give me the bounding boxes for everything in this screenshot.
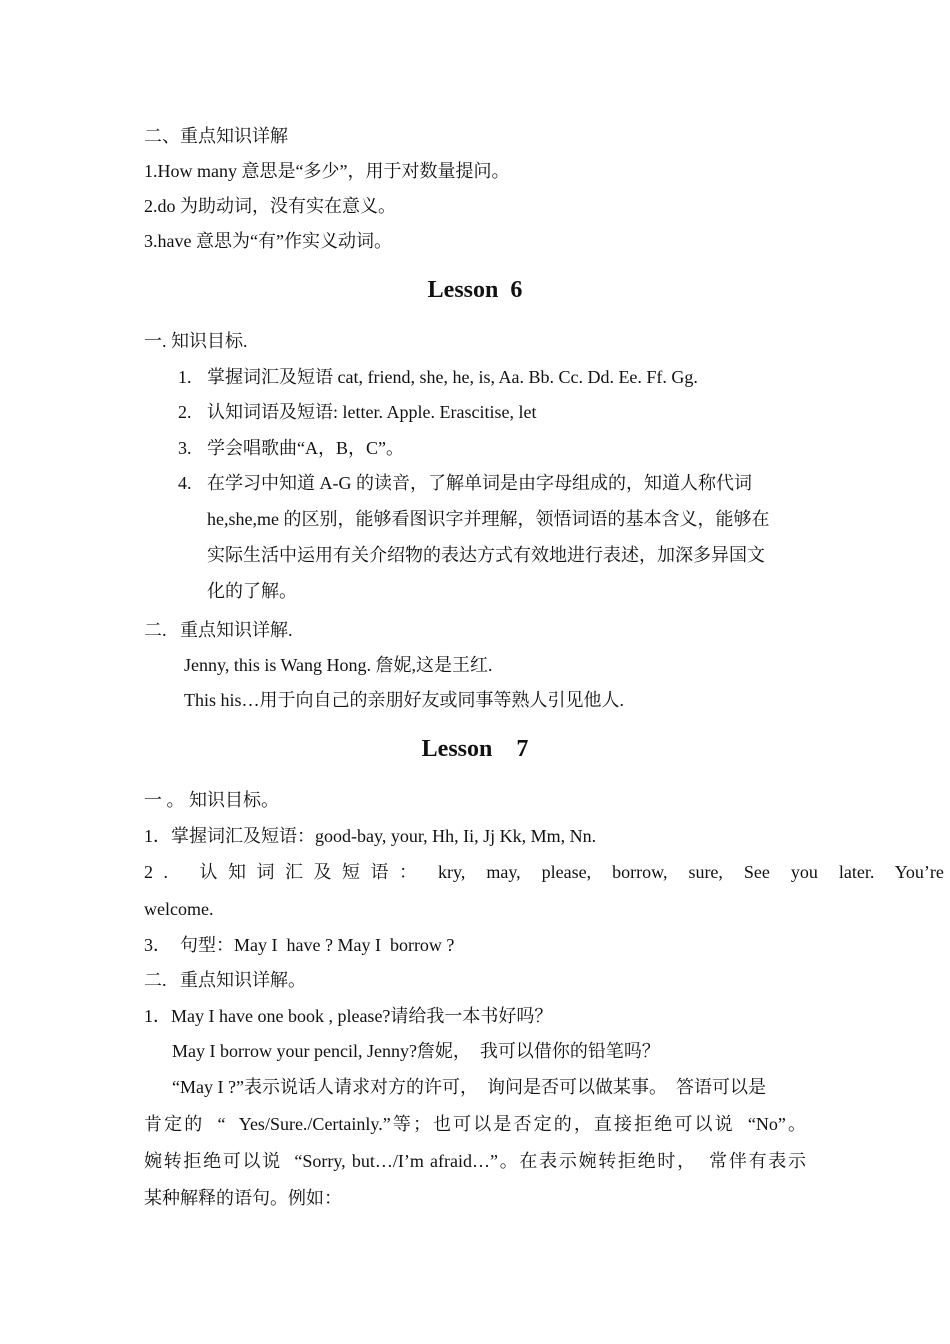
knowledge-point: Jenny, this is Wang Hong. 詹妮,这是王红. xyxy=(184,655,493,675)
goal-number: 2. xyxy=(178,402,192,422)
goal-text: 掌握词汇及短语 cat, friend, she, he, is, Aa. Bb. Cc. Dd. Ee. Ff. Gg. xyxy=(207,367,698,387)
knowledge-point: 1.How many 意思是“多少”，用于对数量提问。 xyxy=(144,161,510,181)
goal-number: 4. xyxy=(178,473,192,493)
goals-heading: 一 。 知识目标。 xyxy=(144,790,279,810)
goal-text: 学会唱歌曲“A，B，C”。 xyxy=(207,438,404,458)
goal-item: 3． 句型：May I have ? May I borrow ? xyxy=(144,935,455,955)
goal-text: 认知词语及短语: letter. Apple. Erascitise, let xyxy=(207,402,537,422)
lesson-7-title: Lesson 7 xyxy=(421,736,529,762)
goal-text: 在学习中知道 A-G 的读音，了解单词是由字母组成的，知道人称代词 xyxy=(207,473,752,493)
knowledge-point: May I borrow your pencil, Jenny?詹妮， 我可以借你的铅笔吗？ xyxy=(172,1041,660,1061)
points-heading: 二. 重点知识详解. xyxy=(144,620,293,640)
paragraph-line: “May I ?”表示说话人请求对方的许可， 询问是否可以做某事。 答语可以是 xyxy=(172,1077,766,1097)
goal-item: 1．掌握词汇及短语：good-bay, your, Hh, Ii, Jj Kk, Mm, Nn. xyxy=(144,826,597,846)
goal-item-continued: welcome. xyxy=(144,899,214,919)
knowledge-point: This his…用于向自己的亲朋好友或同事等熟人引见他人. xyxy=(184,690,625,710)
goal-item: 2 . 认 知 词 汇 及 短 语 ： kry, may, please, borrow, sure, See you later. You’re xyxy=(144,862,944,882)
knowledge-point: 3.have 意思为“有”作实义动词。 xyxy=(144,231,392,251)
points-heading: 二. 重点知识详解。 xyxy=(144,970,306,990)
goal-number: 1. xyxy=(178,367,192,387)
goal-text: 实际生活中运用有关介绍物的表达方式有效地进行表述，加深多异国文 xyxy=(207,545,765,565)
knowledge-point: 1．May I have one book , please?请给我一本书好吗？ xyxy=(144,1006,553,1026)
goals-heading: 一. 知识目标. xyxy=(144,331,248,351)
section-heading: 二、重点知识详解 xyxy=(144,126,288,146)
paragraph-line: 肯定的 “ Yes/Sure./Certainly.”等；也可以是否定的，直接拒绝可以说 “No”。 xyxy=(144,1114,806,1134)
lesson-6-title: Lesson 6 xyxy=(427,277,523,303)
knowledge-point: 2.do 为助动词，没有实在意义。 xyxy=(144,196,396,216)
paragraph-line: 某种解释的语句。例如： xyxy=(144,1188,342,1208)
paragraph-line: 婉转拒绝可以说 “Sorry, but…/I’m afraid…”。在表示婉转拒绝时， 常伴有表示 xyxy=(144,1151,806,1171)
goal-text: he,she,me 的区别，能够看图识字并理解，领悟词语的基本含义，能够在 xyxy=(207,509,770,529)
goal-text: 化的了解。 xyxy=(207,581,297,601)
goal-number: 3. xyxy=(178,438,192,458)
